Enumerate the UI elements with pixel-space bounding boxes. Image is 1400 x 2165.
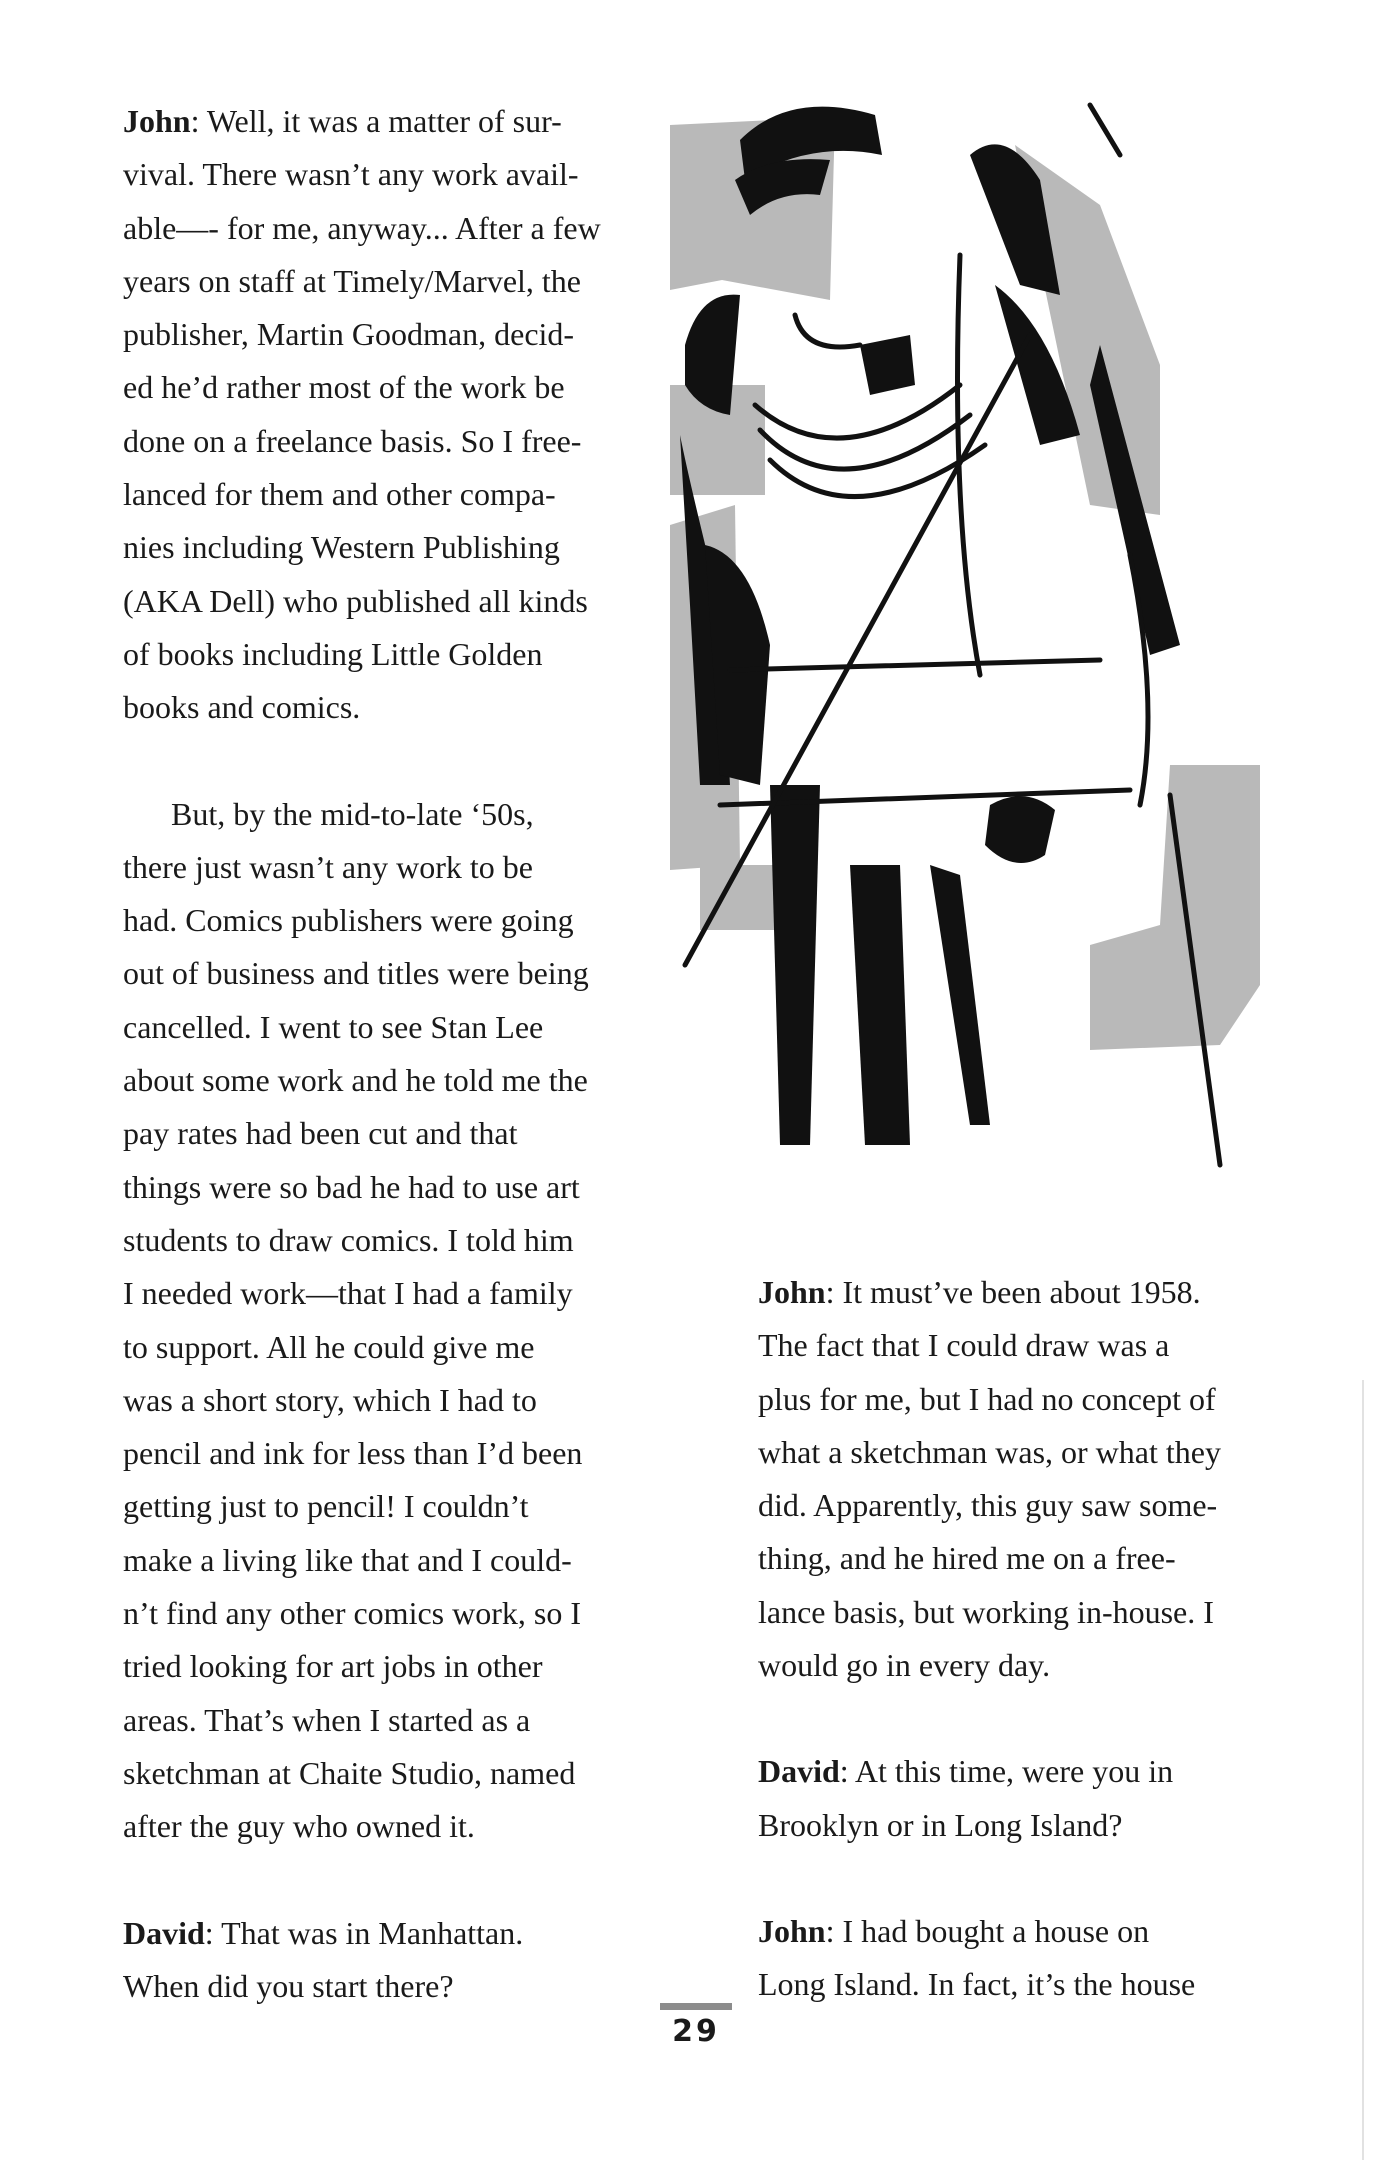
- speaker-label: John: [123, 103, 191, 139]
- left-text-column: John: Well, it was a matter of sur- vival. There wasn’t any work avail- able—- for me, anyway... After a few years on staff at Timely/Marvel, the publisher, Martin Goodman, decid- ed he’d rather most of the work be done on a freelance basis. So I free- lanced for them and other compa- nies including Western Publishing (AKA Dell) who published all kinds of books including Little Golden books and comics. But, by the mid-to-late ‘50s, there just wasn’t any work to be had. Comics publishers were going out of business and titles were being cancelled. I went to see Stan Lee about some work and he told me the pay rates had been cut and that things were so bad he had to use art students to draw comics. I told him I needed work—that I had a family to support. All he could give me was a short story, which I had to pencil and ink for less than I’d been getting just to pencil! I couldn’t make a living like that and I could- n’t find any other comics work, so I tried looking for art jobs in other areas. That’s when I started as a sketchman at Chaite Studio, named after the guy who owned it. David: That was in Manhattan. When did you start there?: [123, 95, 643, 2013]
- page-number: 29: [672, 2014, 720, 2049]
- speaker-label: John: [758, 1912, 826, 1949]
- right-text-column: John: It must’ve been about 1958. The fact that I could draw was a plus for me, but I had no concept of what a sketchman was, or what they did. Apparently, this guy saw some- thing, and he hired me on a free- lance basis, but working in-house. I would go in every day. David: At this time, were you in Brooklyn or in Long Island? John: I had bought a house on Long Island. In fact, it’s the house: [758, 1266, 1278, 2012]
- speaker-label: John: [758, 1274, 826, 1310]
- paragraph-david-manhattan: David: That was in Manhattan.: [123, 1914, 524, 1951]
- paragraph-late-fifties: But, by the mid-to-late ‘50s,: [171, 795, 534, 832]
- paragraph-gap: [758, 1692, 1278, 1745]
- scan-edge-line: [1362, 1380, 1364, 2160]
- paragraph-gap: [123, 1854, 643, 1907]
- page-number-bar: [660, 2003, 732, 2010]
- speaker-label: David: [758, 1753, 840, 1790]
- paragraph-john-1958: John: It must’ve been about 1958.: [758, 1274, 1201, 1310]
- paragraph-gap: [758, 1852, 1278, 1905]
- diver-with-fish-illustration: [660, 85, 1300, 1175]
- paragraph-john-survival: John: Well, it was a matter of sur-: [123, 103, 562, 139]
- paragraph-gap: [123, 735, 643, 788]
- speaker-label: David: [123, 1914, 205, 1951]
- paragraph-david-brooklyn: David: At this time, were you in: [758, 1753, 1174, 1790]
- paragraph-john-house: John: I had bought a house on: [758, 1912, 1150, 1949]
